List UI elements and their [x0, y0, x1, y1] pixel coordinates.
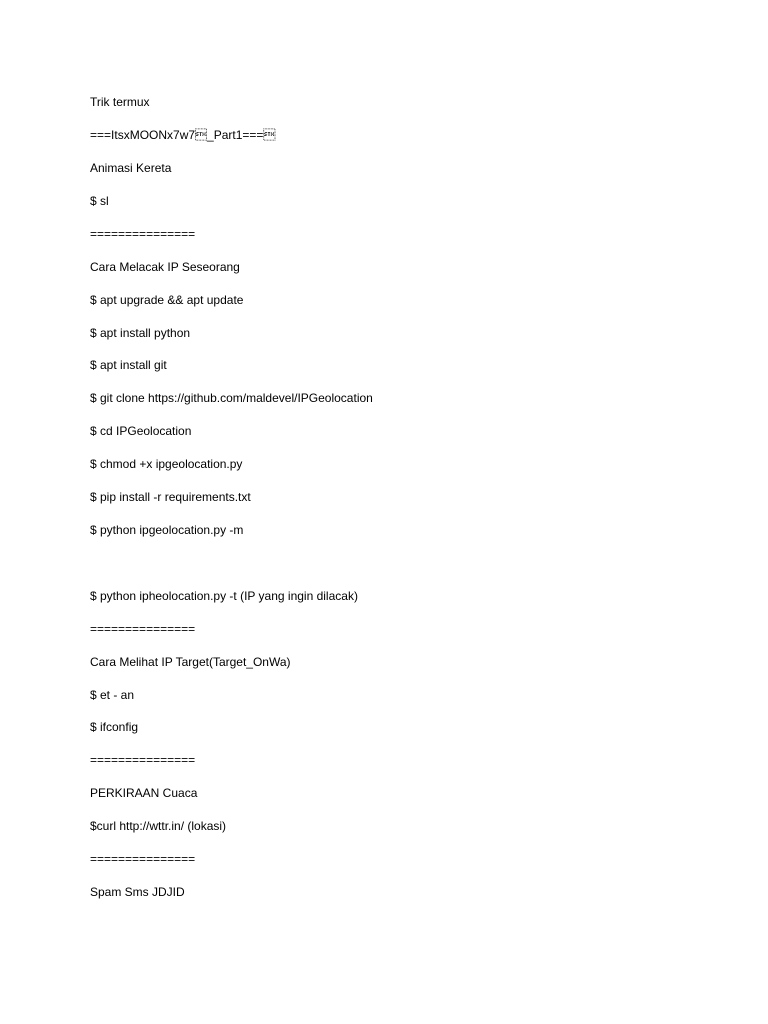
command-line: $ sl [90, 194, 109, 208]
document-title: Trik termux [90, 95, 150, 109]
separator-line: =============== [90, 622, 196, 636]
section-heading-spam-sms: Spam Sms JDJID [90, 885, 185, 899]
command-line: $ cd IPGeolocation [90, 424, 192, 438]
section-heading-perkiraan-cuaca: PERKIRAAN Cuaca [90, 786, 198, 800]
document-subtitle: ===ItsxMOONx7w7_Part1=== [90, 128, 276, 142]
command-line: $ apt install python [90, 326, 191, 340]
command-line: $ chmod +x ipgeolocation.py [90, 457, 243, 471]
command-line: $ python ipgeolocation.py -m [90, 523, 244, 537]
command-line: $ python ipheolocation.py -t (IP yang ingin dilacak) [90, 589, 358, 603]
separator-line: =============== [90, 227, 196, 241]
section-heading-melacak-ip: Cara Melacak IP Seseorang [90, 260, 240, 274]
separator-line: =============== [90, 753, 196, 767]
section-heading-animasi-kereta: Animasi Kereta [90, 161, 172, 175]
command-line: $curl http://wttr.in/ (lokasi) [90, 819, 227, 833]
section-heading-melihat-ip-target: Cara Melihat IP Target(Target_OnWa) [90, 655, 291, 669]
command-line: $ apt upgrade && apt update [90, 293, 244, 307]
separator-line: =============== [90, 852, 196, 866]
command-line: $ pip install -r requirements.txt [90, 490, 251, 504]
command-line: $ git clone https://github.com/maldevel/IPGeolocation [90, 391, 373, 405]
command-line: $ ifconfig [90, 720, 139, 734]
command-line: $ et - an [90, 688, 135, 702]
command-line: $ apt install git [90, 358, 167, 372]
